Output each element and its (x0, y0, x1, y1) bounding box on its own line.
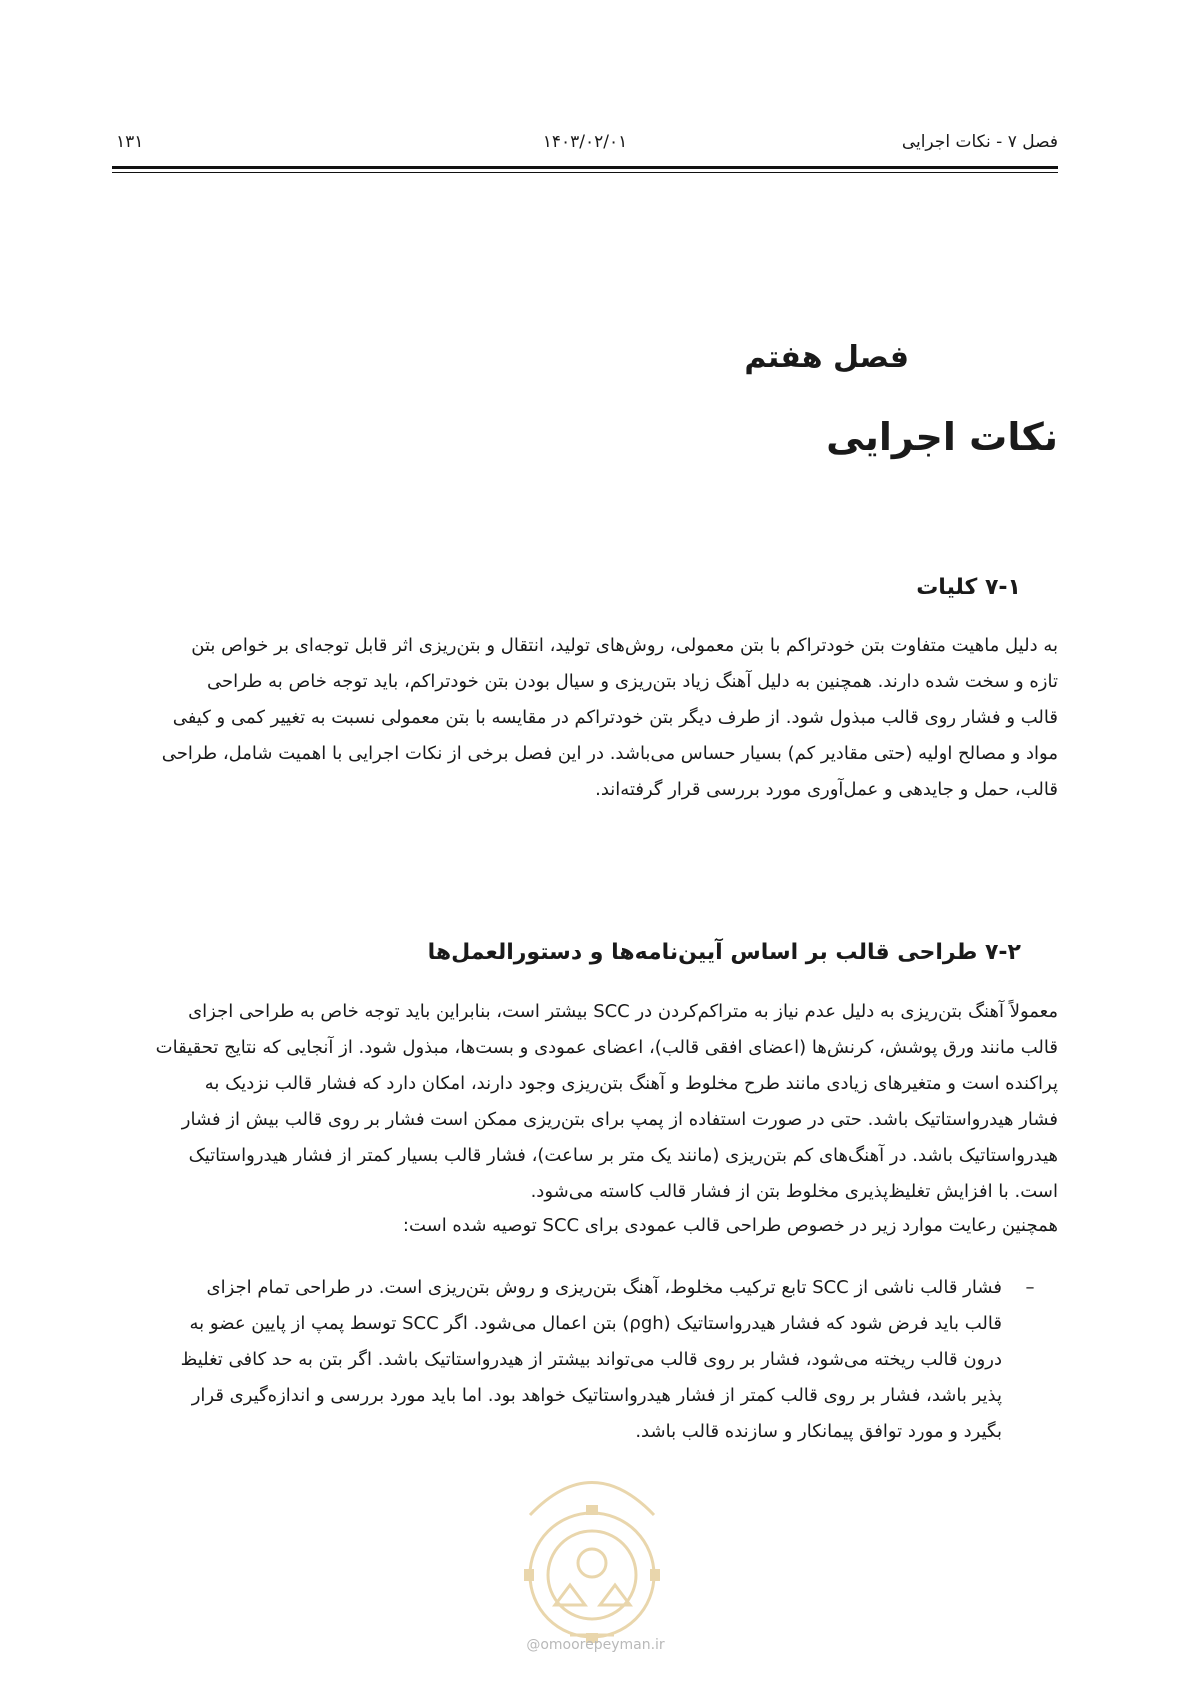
section-heading-formwork-design: ۷-۲ طراحی قالب بر اساس آیین‌نامه‌ها و دستورالعمل‌ها (427, 940, 1021, 965)
paragraph-line: به دلیل ماهیت متفاوت بتن خودتراکم با بتن معمولی، روش‌های تولید، انتقال و بتن‌ریزی اثر قابل توجه‌ای بر خواص بتن (191, 635, 1058, 656)
paragraph-line: قالب، حمل و جایدهی و عمل‌آوری مورد بررسی قرار گرفته‌اند. (595, 779, 1058, 800)
list-item (112, 1270, 1058, 1450)
page-header (112, 132, 1058, 160)
header-chapter: فصل ۷ - نکات اجرایی (901, 132, 1058, 152)
logo-scales (555, 1585, 630, 1605)
section-general-paragraph (112, 628, 1058, 808)
header-date: ۱۴۰۳/۰۲/۰۱ (542, 132, 628, 152)
bullet-line: بگیرد و مورد توافق پیمانکار و سازنده قالب باشد. (635, 1421, 1002, 1442)
header-rule-thin (112, 172, 1058, 173)
logo-gear-tooth (524, 1569, 534, 1581)
section-formwork-paragraph (112, 994, 1058, 1210)
watermark-url: @omoorepeyman.ir (526, 1637, 665, 1653)
chapter-title: نکات اجرایی (826, 415, 1058, 459)
bullet-text (112, 1270, 1002, 1450)
chapter-label: فصل هفتم (744, 340, 909, 375)
bullet-line: فشار قالب ناشی از SCC تابع ترکیب مخلوط، آهنگ بتن‌ریزی و روش بتن‌ریزی است. در طراحی تمام اجزای (206, 1277, 1002, 1298)
recommendations-intro: همچنین رعایت موارد زیر در خصوص طراحی قالب عمودی برای SCC توصیه شده است: (402, 1215, 1058, 1236)
paragraph-line: مواد و مصالح اولیه (حتی مقادیر کم) بسیار حساس می‌باشد. در این فصل برخی از نکات اجرایی با اهمیت شامل، طراحی (161, 743, 1058, 764)
paragraph-line: معمولاً آهنگ بتن‌ریزی به دلیل عدم نیاز به متراکم‌کردن در SCC بیشتر است، بنابراین باید توجه خاص به طراحی اجزای (188, 1001, 1058, 1022)
bullet-list (112, 1270, 1058, 1450)
logo-figure (578, 1549, 606, 1577)
watermark-logo-icon (500, 1455, 684, 1655)
bullet-line: درون قالب ریخته می‌شود، فشار بر روی قالب می‌تواند بیشتر از هیدرواستاتیک باشد. اگر بتن به حد کافی تغلیظ (180, 1349, 1002, 1370)
bullet-marker: – (1025, 1277, 1035, 1298)
section-heading-general: ۷-۱ کلیات (916, 575, 1021, 600)
bullet-line: قالب باید فرض شود که فشار هیدرواستاتیک (ρgh) بتن اعمال می‌شود. اگر SCC توسط پمپ از پایین عضو به (189, 1313, 1002, 1334)
paragraph-line: قالب و فشار روی قالب مبذول شود. از طرف دیگر بتن خودتراکم در مقایسه با بتن معمولی نسبت به تغییر کمی و کیفی (172, 707, 1058, 728)
header-rule-thick (112, 166, 1058, 169)
header-page-number: ۱۳۱ (116, 132, 144, 152)
paragraph-line: فشار هیدرواستاتیک باشد. حتی در صورت استفاده از پمپ برای بتن‌ریزی ممکن است فشار بر روی قالب بیش از فشار (181, 1109, 1058, 1130)
paragraph-line: تازه و سخت شده دارند. همچنین به دلیل آهنگ زیاد بتن‌ریزی و سیال بودن بتن خودتراکم، باید توجه خاص به طراحی (206, 671, 1058, 692)
paragraph-line: پراکنده است و متغیرهای زیادی مانند طرح مخلوط و آهنگ بتن‌ریزی وجود دارند، امکان دارد که فشار قالب نزدیک به (204, 1073, 1058, 1094)
paragraph-line: است. با افزایش تغلیظ‌پذیری مخلوط بتن از فشار قالب کاسته می‌شود. (530, 1181, 1058, 1202)
paragraph-line: قالب مانند ورق پوشش، کرنش‌ها (اعضای افقی قالب)، اعضای عمودی و بست‌ها، مبذول شود. از آنجایی که نتایج تحقیقات (155, 1037, 1058, 1058)
logo-gear-tooth (650, 1569, 660, 1581)
bullet-line: پذیر باشد، فشار بر روی قالب کمتر از فشار هیدرواستاتیک خواهد بود. اما باید مورد بررسی و اندازه‌گیری قرار (191, 1385, 1002, 1406)
logo-gear-tooth (586, 1505, 598, 1515)
paragraph-line: هیدرواستاتیک باشد. در آهنگ‌های کم بتن‌ریزی (مانند یک متر بر ساعت)، فشار قالب بسیار کمتر از فشار هیدرواستاتیک (188, 1145, 1058, 1166)
